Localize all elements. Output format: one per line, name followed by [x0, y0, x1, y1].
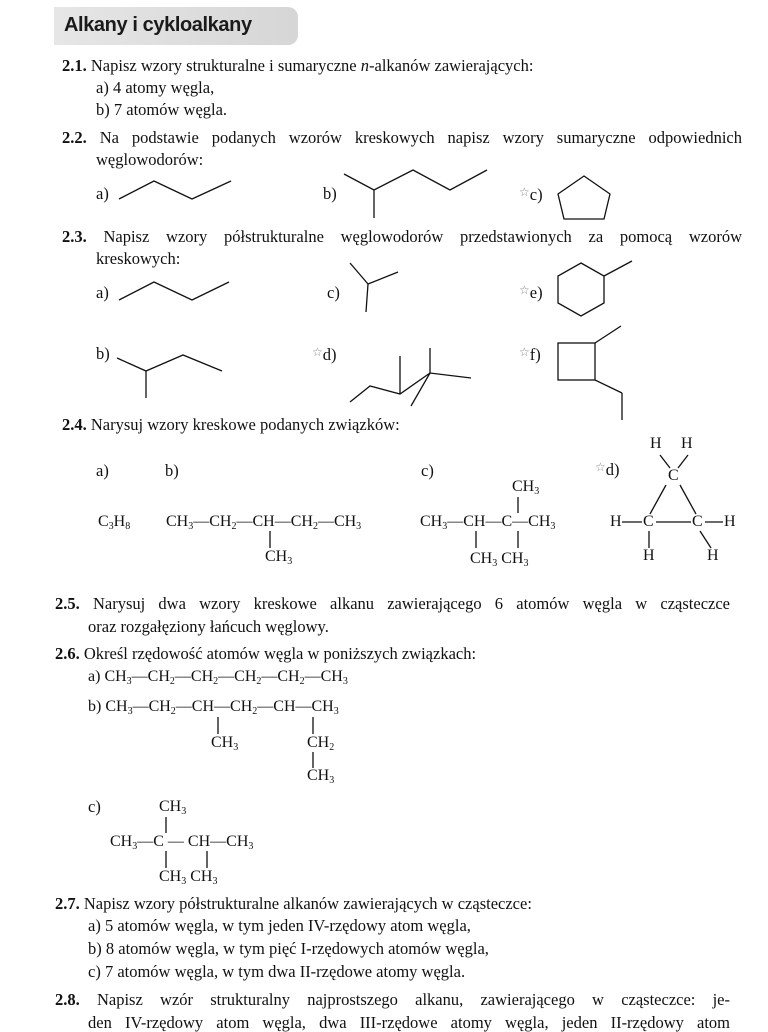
star-icon: ☆ [312, 345, 323, 359]
exercise-text: Określ rzędowość atomów węgla w poniższych związkach: [83, 644, 477, 663]
item-a: a) 5 atomów węgla, w tym jeden IV-rzędowy atom węgla, [88, 916, 471, 935]
formula-2-4-c-bottom: $CH_3$ $CH_3$ [470, 550, 529, 569]
skeletal-formula-2-3-b [117, 355, 222, 371]
atom-h: H [610, 513, 622, 530]
label-c-text: c) [529, 185, 543, 204]
star-icon: ☆ [519, 185, 530, 199]
exercise-text-line2: kreskowych: [96, 249, 181, 268]
formula-2-6-b-branch3: $CH_3$ [307, 767, 335, 786]
skeletal-formula-2-3-a [119, 282, 229, 300]
exercise-2-1 [62, 58, 533, 75]
atom-h: H [643, 547, 655, 564]
skeletal-formula-2-2-a [119, 181, 231, 199]
bond-line [650, 485, 666, 514]
label-c: c) [327, 283, 340, 302]
exercise-text: Narysuj wzory kreskowe podanych związków: [90, 415, 400, 434]
bond-line [680, 485, 696, 514]
exercise-text: Narysuj dwa wzory kreskowe alkanu zawierającego 6 atomów węgla w cząsteczce [92, 594, 730, 613]
label-d-text: d) [322, 345, 337, 364]
bond-line [700, 531, 711, 548]
formula-2-6-b-branch1: $CH_3$ [211, 734, 239, 753]
skeletal-formula-2-3-d [350, 373, 471, 402]
exercise-text: Napisz wzór strukturalny najprostszego alkanu, zawierającego w cząsteczce: je- [96, 990, 730, 1009]
formula-2-6-a: a) $CH_3—CH_2—CH_2—CH_2—CH_2—CH_3$ [88, 668, 348, 687]
exercise-number: 2.3. [62, 227, 87, 246]
atom-h: H [724, 513, 736, 530]
skeletal-formula-2-3-f [558, 343, 595, 380]
exercise-2-7 [55, 896, 532, 913]
skeletal-formula-2-3-c [350, 263, 368, 284]
label-c [519, 186, 543, 204]
exercise-2-5 [55, 596, 730, 613]
exercise-number: 2.8. [55, 990, 80, 1009]
formula-2-6-c-bottom: $CH_3$ $CH_3$ [159, 868, 218, 887]
exercise-2-4 [62, 417, 400, 434]
formula-2-4-c-top: $CH_3$ [512, 478, 540, 497]
label-e-text: e) [529, 283, 543, 302]
section-header [54, 7, 298, 45]
label-e [519, 284, 543, 302]
exercise-text: Napisz wzory półstrukturalne alkanów zawierających w cząsteczce: [83, 894, 532, 913]
atom-c: C [643, 513, 654, 530]
skeletal-formula-2-3-e [558, 263, 604, 316]
atom-h: H [681, 435, 693, 452]
formula-c3h8: $C_3H_8$ [98, 513, 131, 532]
exercise-2-2 [62, 130, 742, 147]
section-title: Alkany i cykloalkany [64, 14, 252, 36]
exercise-text: Na podstawie podanych wzorów kreskowych napisz wzory sumaryczne odpowiednich [99, 128, 743, 147]
exercise-2-8 [55, 992, 730, 1009]
label-a: a) [96, 283, 109, 302]
formula-2-4-b-branch: $CH_3$ [265, 548, 293, 567]
label-b: b) [323, 184, 337, 203]
item-a: a) 4 atomy węgla, [96, 78, 215, 97]
formula-2-6-c-top: $CH_3$ [159, 798, 187, 817]
formula-2-6-b: b) $CH_3—CH_2—CH—CH_2—CH—CH_3$ [88, 698, 339, 717]
label-a: a) [96, 184, 109, 203]
label-f-text: f) [529, 345, 541, 364]
formula-2-4-c: $CH_3—CH—C—CH_3$ [420, 513, 556, 532]
label-d [312, 346, 337, 364]
formula-2-6-c: $CH_3—C$ — $CH—CH_3$ [110, 833, 254, 852]
label-c: c) [88, 797, 101, 816]
label-b: b) [165, 461, 179, 480]
star-icon: ☆ [519, 283, 530, 297]
italic-n: n [360, 56, 369, 75]
exercise-2-6 [55, 646, 476, 663]
exercise-text: Napisz wzory półstrukturalne węglowodorów przedstawionych za pomocą wzorów [103, 227, 743, 246]
item-b: b) 8 atomów węgla, w tym pięć I-rzędowych atomów węgla, [88, 939, 489, 958]
exercise-2-3 [62, 229, 742, 246]
skeletal-formula-2-2-c [558, 176, 610, 219]
atom-h: H [707, 547, 719, 564]
label-d-text: d) [605, 460, 620, 479]
exercise-number: 2.2. [62, 128, 87, 147]
exercise-number: 2.4. [62, 415, 87, 434]
exercise-text-2: -alkanów zawierających: [369, 56, 534, 75]
item-b: b) 7 atomów węgla. [96, 100, 228, 119]
formula-2-6-b-branch2: $CH_2$ [307, 734, 335, 753]
label-f [519, 346, 541, 364]
label-a: a) [96, 461, 109, 480]
bond-line [678, 455, 688, 468]
label-d [595, 461, 620, 479]
exercise-number: 2.5. [55, 594, 80, 613]
exercise-text-line2: węglowodorów: [96, 150, 204, 169]
exercise-text: Napisz wzory strukturalne i sumaryczne [90, 56, 361, 75]
exercise-text-line2: den IV-rzędowy atom węgla, dwa III-rzędowe atomy węgla, jeden II-rzędowy atom [88, 1013, 730, 1032]
label-b: b) [96, 344, 110, 363]
exercise-number: 2.1. [62, 56, 87, 75]
exercise-number: 2.7. [55, 894, 80, 913]
atom-h: H [650, 435, 662, 452]
star-icon: ☆ [595, 460, 606, 474]
exercise-number: 2.6. [55, 644, 80, 663]
exercise-text-line2: oraz rozgałęziony łańcuch węglowy. [88, 617, 329, 636]
label-c: c) [421, 461, 434, 480]
skeletal-formula-2-2-b [344, 170, 487, 190]
formula-2-4-b: $CH_3—CH_2—CH—CH_2—CH_3$ [166, 513, 362, 532]
atom-c: C [692, 513, 703, 530]
star-icon: ☆ [519, 345, 530, 359]
atom-c: C [668, 467, 679, 484]
item-c: c) 7 atomów węgla, w tym dwa II-rzędowe atomy węgla. [88, 962, 466, 981]
